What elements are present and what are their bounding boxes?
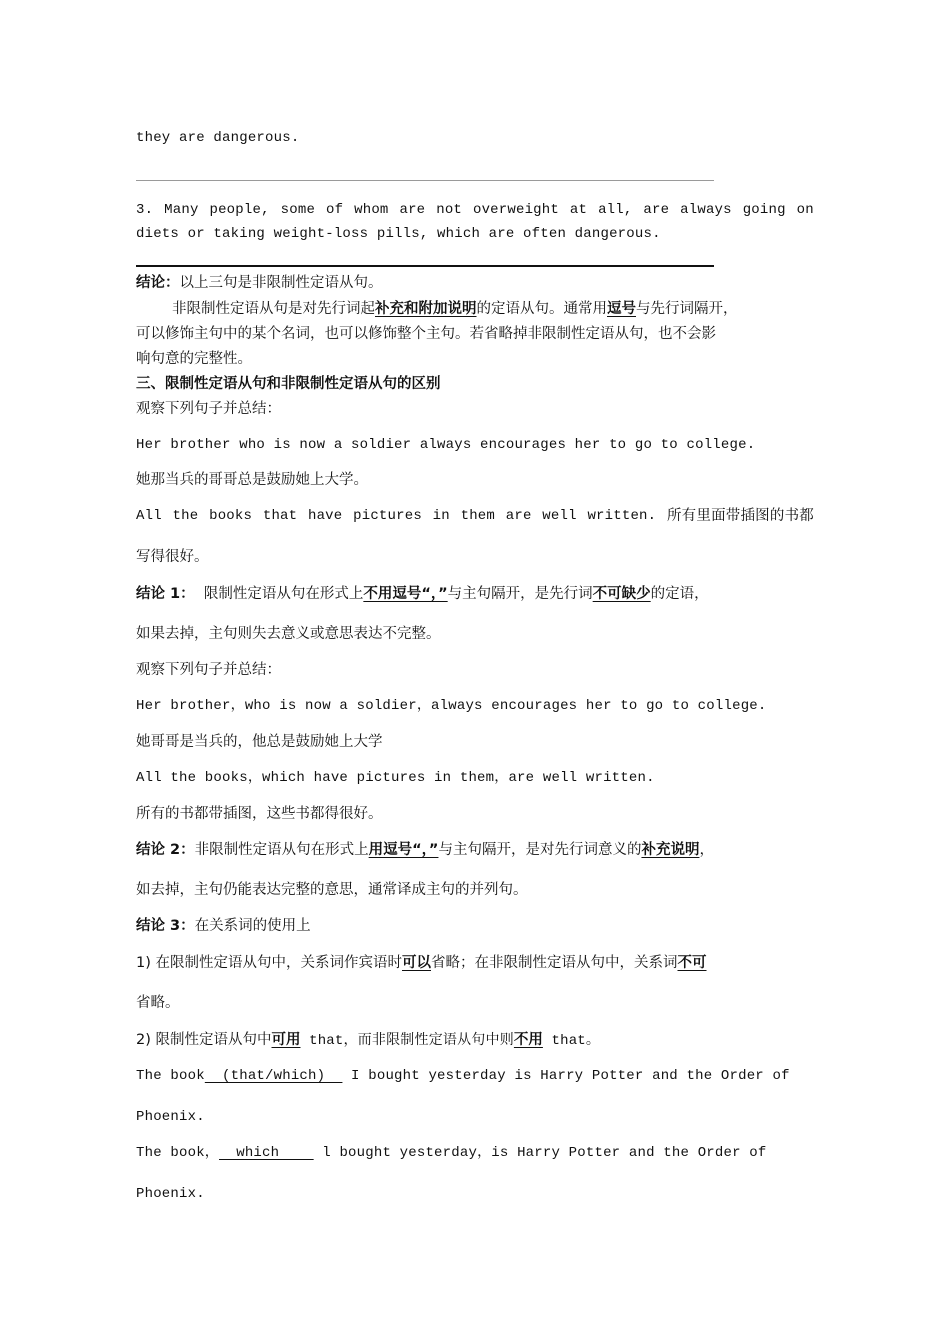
emphasis-text: 不用逗号“，” xyxy=(363,586,448,602)
text-span: 非限制性定语从句在形式上 xyxy=(194,842,369,858)
example-sentence: All the books，which have pictures in them，are well written. xyxy=(136,770,655,786)
conclusion-label: 结论 2： xyxy=(136,842,195,858)
paragraph-line: 响句意的完整性。 xyxy=(136,351,252,367)
instruction-text: 观察下列句子并总结： xyxy=(136,662,281,678)
word: whom xyxy=(354,202,389,218)
word: pictures xyxy=(353,508,422,524)
word: Many xyxy=(164,202,199,218)
item-3-line-1 xyxy=(136,200,814,220)
divider-line xyxy=(136,265,714,267)
word: 所有里面带插图的书都 xyxy=(666,508,814,524)
example-sentence xyxy=(136,506,814,526)
section-heading: 三、限制性定语从句和非限制性定语从句的区别 xyxy=(136,376,441,392)
text-span: 省略；在非限制性定语从句中，关系词 xyxy=(431,955,678,971)
example-translation: 写得很好。 xyxy=(136,549,209,565)
emphasis-text: 不用 xyxy=(513,1032,543,1048)
word: always xyxy=(680,202,732,218)
word: have xyxy=(307,508,343,524)
emphasis-text: 逗号 xyxy=(607,301,636,317)
answer-line xyxy=(136,180,714,181)
word: in xyxy=(432,508,450,524)
word: on xyxy=(796,202,814,218)
rule-1 xyxy=(136,953,707,973)
fill-in-blank: (that/which) xyxy=(204,1068,343,1084)
word: at xyxy=(569,202,588,218)
emphasis-text: 补充说明 xyxy=(641,842,700,858)
paragraph-line: 可以修饰主句中的某个名词，也可以修饰整个主句。若省略掉非限制性定语从句，也不会影 xyxy=(136,326,716,342)
text-span: The book xyxy=(136,1068,205,1084)
instruction-text: 观察下列句子并总结： xyxy=(136,401,281,417)
word: of xyxy=(325,202,344,218)
word: the xyxy=(172,508,199,524)
text-span: 2) 限制性定语从句中 xyxy=(136,1032,272,1048)
word: that xyxy=(262,508,298,524)
emphasis-text: 可用 xyxy=(271,1032,301,1048)
text-span: 在关系词的使用上 xyxy=(194,918,311,934)
text-span: 非限制性定语从句是对先行词起 xyxy=(172,301,375,317)
item-3-line-2: diets or taking weight-loss pills, which are often dangerous. xyxy=(136,226,661,242)
conclusion-1-line-2: 如果去掉，主句则失去意义或意思表达不完整。 xyxy=(136,626,441,642)
word: books xyxy=(209,508,253,524)
text-span: 与主句隔开，是对先行词意义的 xyxy=(438,842,642,858)
example-sentence-blank-line-2: Phoenix. xyxy=(136,1109,205,1125)
conclusion-label: 结论 3： xyxy=(136,918,195,934)
word: well xyxy=(542,508,577,524)
text-span: 与主句隔开，是先行词 xyxy=(447,586,593,602)
text-span: ， xyxy=(699,842,714,858)
word: are xyxy=(505,508,532,524)
text-span: that，而非限制性定语从句中则 xyxy=(300,1033,514,1049)
emphasis-text: 可以 xyxy=(402,955,431,971)
example-sentence: Her brother who is now a soldier always encourages her to go to college. xyxy=(136,437,756,453)
emphasis-text: 用逗号“，” xyxy=(368,842,439,858)
emphasis-text: 不可缺少 xyxy=(592,586,651,602)
conclusion-text: 以上三句是非限制性定语从句。 xyxy=(179,275,383,291)
text-span: 与先行词隔开， xyxy=(636,301,738,317)
word: going xyxy=(742,202,786,218)
paragraph-line xyxy=(172,299,738,319)
word: are xyxy=(643,202,670,218)
conclusion-2-line-2: 如去掉，主句仍能表达完整的意思，通常译成主句的并列句。 xyxy=(136,882,528,898)
word: 3. xyxy=(136,202,154,218)
conclusion-label: 结论： xyxy=(136,275,180,291)
text-span: 的定语， xyxy=(650,586,709,602)
text-span: l bought yesterday，is Harry Potter and the Order of xyxy=(313,1145,767,1161)
example-sentence-blank-line-2: Phoenix. xyxy=(136,1186,205,1202)
conclusion-3 xyxy=(136,916,311,936)
word: overweight xyxy=(472,202,559,218)
word: All xyxy=(136,508,162,524)
text-span: that。 xyxy=(542,1033,601,1049)
example-translation: 所有的书都带插图，这些书都得很好。 xyxy=(136,806,383,822)
emphasis-text: 补充和附加说明 xyxy=(375,301,477,317)
sentence-continuation: they are dangerous. xyxy=(136,130,300,146)
word: some xyxy=(280,202,316,218)
conclusion-label: 结论 1： xyxy=(136,586,195,602)
example-sentence-blank xyxy=(136,1066,790,1086)
text-span: 1) 在限制性定语从句中，关系词作宾语时 xyxy=(136,955,402,971)
conclusion-summary xyxy=(136,273,383,293)
word: people, xyxy=(209,202,270,218)
emphasis-text: 不可 xyxy=(677,955,707,971)
word: all, xyxy=(598,202,633,218)
text-span: 限制性定语从句在形式上 xyxy=(203,586,364,602)
word: not xyxy=(436,202,463,218)
word: them xyxy=(460,508,496,524)
example-translation: 她哥哥是当兵的，他总是鼓励她上大学 xyxy=(136,734,383,750)
fill-in-blank: which xyxy=(219,1145,314,1161)
example-sentence-blank xyxy=(136,1143,767,1163)
conclusion-2 xyxy=(136,840,714,860)
rule-2 xyxy=(136,1030,600,1051)
example-translation: 她那当兵的哥哥总是鼓励她上大学。 xyxy=(136,472,368,488)
text-span: 的定语从句。通常用 xyxy=(476,301,607,317)
word: are xyxy=(399,202,426,218)
example-sentence: Her brother，who is now a soldier，always encourages her to go to college. xyxy=(136,698,767,714)
conclusion-1 xyxy=(136,584,709,604)
text-span: I bought yesterday is Harry Potter and the Order of xyxy=(342,1068,790,1084)
word: written. xyxy=(587,508,657,524)
text-span: The book， xyxy=(136,1145,220,1161)
rule-1-line-2: 省略。 xyxy=(136,995,180,1011)
